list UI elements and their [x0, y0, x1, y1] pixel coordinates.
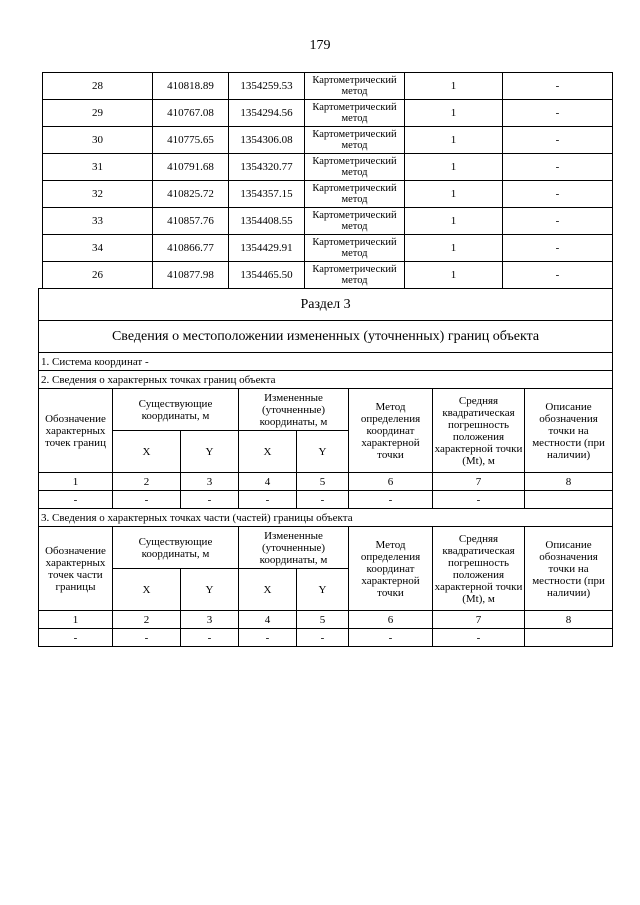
table3-header-designation: Обозначение характерных точек части границы — [39, 527, 113, 611]
table3-data-row-cell: - — [349, 629, 433, 647]
table-row — [43, 154, 613, 181]
table-row — [43, 181, 613, 208]
error-value: 1 — [405, 154, 503, 181]
description: - — [503, 181, 613, 208]
table2-data-row — [39, 491, 613, 509]
table2-data-row-cell: - — [349, 491, 433, 509]
y-coordinate: 1354357.15 — [229, 181, 305, 208]
table3-column-numbers-cell: 6 — [349, 611, 433, 629]
table3-column-numbers-cell: 3 — [181, 611, 239, 629]
error-value: 1 — [405, 235, 503, 262]
table3-header-existing: Существующие координаты, м — [113, 527, 239, 569]
table3-header-x2: X — [239, 569, 297, 611]
table3-data-row-cell: - — [239, 629, 297, 647]
point-number: 33 — [43, 208, 153, 235]
method: Картометрический метод — [305, 208, 405, 235]
table2-header-changed: Измененные (уточненные) координаты, м — [239, 389, 349, 431]
table2-data-row-cell: - — [113, 491, 181, 509]
table-row — [43, 73, 613, 100]
error-value: 1 — [405, 262, 503, 289]
table2-column-numbers-cell: 1 — [39, 473, 113, 491]
table2-column-numbers-cell: 5 — [297, 473, 349, 491]
y-coordinate: 1354320.77 — [229, 154, 305, 181]
table3-column-numbers-cell: 5 — [297, 611, 349, 629]
table2-column-numbers-cell: 7 — [433, 473, 525, 491]
table2-header-method: Метод определения координат характерной точки — [349, 389, 433, 473]
page-number: 179 — [309, 38, 331, 53]
table2-header-description: Описание обозначения точки на местности (при наличии) — [525, 389, 613, 473]
point-number: 31 — [43, 154, 153, 181]
table-row — [43, 235, 613, 262]
error-value: 1 — [405, 73, 503, 100]
method: Картометрический метод — [305, 235, 405, 262]
table3-header-description: Описание обозначения точки на местности (при наличии) — [525, 527, 613, 611]
method: Картометрический метод — [305, 127, 405, 154]
table3-data-row — [39, 629, 613, 647]
error-value: 1 — [405, 181, 503, 208]
y-coordinate: 1354294.56 — [229, 100, 305, 127]
table2-header-existing: Существующие координаты, м — [113, 389, 239, 431]
table3-column-numbers-cell: 7 — [433, 611, 525, 629]
method: Картометрический метод — [305, 181, 405, 208]
table-row — [43, 208, 613, 235]
error-value: 1 — [405, 127, 503, 154]
boundary-points-heading: 2. Сведения о характерных точках границ объекта — [39, 371, 613, 389]
table3-data-row-cell: - — [39, 629, 113, 647]
table3-header-y: Y — [181, 569, 239, 611]
x-coordinate: 410767.08 — [153, 100, 229, 127]
table2-data-row-cell: - — [433, 491, 525, 509]
table-row — [43, 262, 613, 289]
table3-data-row-cell — [525, 629, 613, 647]
table3-column-numbers — [39, 611, 613, 629]
table3-header-x: X — [113, 569, 181, 611]
section-subtitle: Сведения о местоположении измененных (уточненных) границ объекта — [39, 321, 613, 353]
coordinate-system-item: 1. Система координат - — [39, 353, 613, 371]
table3-header-error: Средняя квадратическая погрешность положения характерной точки (Mt), м — [433, 527, 525, 611]
table3-data-row-cell: - — [433, 629, 525, 647]
table2-header-y2: Y — [297, 431, 349, 473]
description: - — [503, 73, 613, 100]
table2-header-x: X — [113, 431, 181, 473]
table-row — [43, 100, 613, 127]
point-number: 32 — [43, 181, 153, 208]
table2-column-numbers-cell: 4 — [239, 473, 297, 491]
table2-header-x2: X — [239, 431, 297, 473]
table2-column-numbers-cell: 8 — [525, 473, 613, 491]
x-coordinate: 410791.68 — [153, 154, 229, 181]
description: - — [503, 208, 613, 235]
table3-header-changed: Измененные (уточненные) координаты, м — [239, 527, 349, 569]
description: - — [503, 235, 613, 262]
method: Картометрический метод — [305, 73, 405, 100]
y-coordinate: 1354259.53 — [229, 73, 305, 100]
part-boundary-heading: 3. Сведения о характерных точках части (частей) границы объекта — [39, 509, 613, 527]
table3-data-row-cell: - — [297, 629, 349, 647]
description: - — [503, 262, 613, 289]
method: Картометрический метод — [305, 100, 405, 127]
point-number: 26 — [43, 262, 153, 289]
table2-data-row-cell: - — [239, 491, 297, 509]
table2-data-row-cell — [525, 491, 613, 509]
table2-data-row-cell: - — [297, 491, 349, 509]
point-number: 28 — [43, 73, 153, 100]
y-coordinate: 1354408.55 — [229, 208, 305, 235]
error-value: 1 — [405, 208, 503, 235]
section-3-table — [38, 288, 613, 647]
table2-header-error: Средняя квадратическая погрешность положения характерной точки (Mt), м — [433, 389, 525, 473]
description: - — [503, 100, 613, 127]
table-row — [43, 127, 613, 154]
x-coordinate: 410818.89 — [153, 73, 229, 100]
y-coordinate: 1354429.91 — [229, 235, 305, 262]
table3-column-numbers-cell: 4 — [239, 611, 297, 629]
table2-column-numbers-cell: 6 — [349, 473, 433, 491]
table3-data-row-cell: - — [113, 629, 181, 647]
method: Картометрический метод — [305, 262, 405, 289]
table3-header-y2: Y — [297, 569, 349, 611]
description: - — [503, 154, 613, 181]
table2-column-numbers — [39, 473, 613, 491]
error-value: 1 — [405, 100, 503, 127]
point-number: 30 — [43, 127, 153, 154]
table3-data-row-cell: - — [181, 629, 239, 647]
method: Картометрический метод — [305, 154, 405, 181]
table2-column-numbers-cell: 2 — [113, 473, 181, 491]
x-coordinate: 410825.72 — [153, 181, 229, 208]
table2-data-row-cell: - — [181, 491, 239, 509]
description: - — [503, 127, 613, 154]
table3-column-numbers-cell: 2 — [113, 611, 181, 629]
table2-data-row-cell: - — [39, 491, 113, 509]
table3-column-numbers-cell: 1 — [39, 611, 113, 629]
y-coordinate: 1354306.08 — [229, 127, 305, 154]
table3-header-method: Метод определения координат характерной точки — [349, 527, 433, 611]
x-coordinate: 410877.98 — [153, 262, 229, 289]
table3-column-numbers-cell: 8 — [525, 611, 613, 629]
table2-column-numbers-cell: 3 — [181, 473, 239, 491]
table2-header-y: Y — [181, 431, 239, 473]
section-title: Раздел 3 — [39, 289, 613, 321]
point-number: 29 — [43, 100, 153, 127]
x-coordinate: 410857.76 — [153, 208, 229, 235]
table2-header-designation: Обозначение характерных точек границ — [39, 389, 113, 473]
x-coordinate: 410775.65 — [153, 127, 229, 154]
x-coordinate: 410866.77 — [153, 235, 229, 262]
y-coordinate: 1354465.50 — [229, 262, 305, 289]
point-number: 34 — [43, 235, 153, 262]
coordinates-table — [42, 72, 613, 289]
